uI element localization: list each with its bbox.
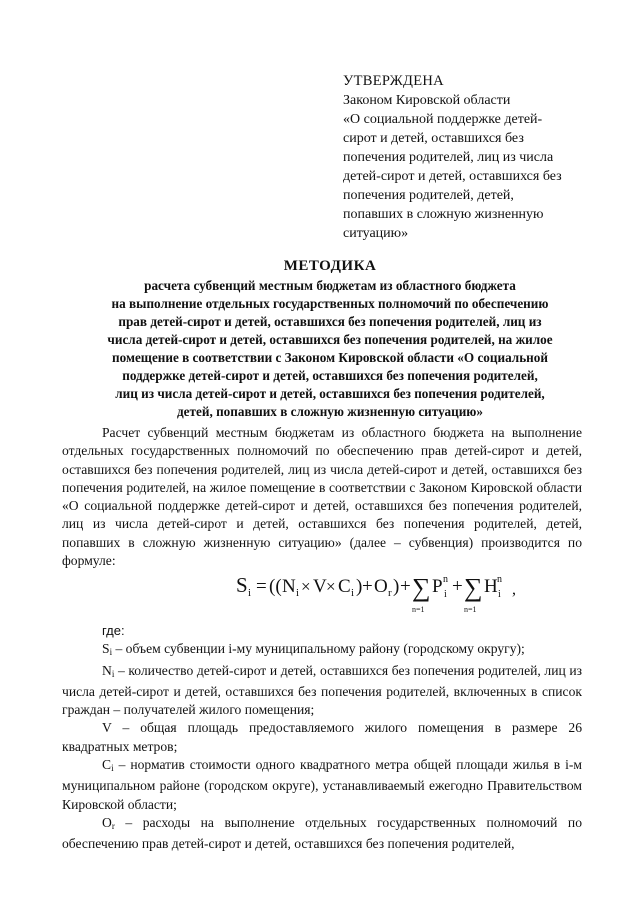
formula-h-sup: n: [497, 574, 502, 585]
title-line: числа детей-сирот и детей, оставшихся без попечения родителей, на жилое: [107, 332, 553, 347]
formula-close-paren: ): [356, 576, 363, 597]
def-c: [62, 756, 582, 814]
formula-svg: [236, 568, 536, 616]
page-title: МЕТОДИКА: [283, 258, 377, 274]
formula-p-sub: i: [444, 589, 447, 600]
title-line: на выполнение отдельных государственных полномочий по обеспечению: [111, 296, 549, 311]
intro-text: Расчет субвенций местным бюджетам из областного бюджета на выполнение отдельных государственных полномочий по обеспечению прав детей-сирот и детей, оставшихся без попечения родителей, лиц из числа детей-сирот и детей, оставшихся без попечения родителей, на жилое помещение в соответствии с Законом Кировской области «О социальной поддержке детей-сирот и детей, оставшихся без попечения родителей, лиц из числа детей-сирот и детей, оставшихся без попечения родителей, детей, попавших в сложную жизненную ситуацию» (далее – субвенция) производится по формуле:: [62, 425, 582, 569]
def-o-sub: r: [111, 820, 115, 831]
def-o-text: – расходы на выполнение отдельных государственных полномочий по обеспечению прав детей-сирот и детей, оставшихся без попечения родителей,: [62, 814, 582, 852]
formula-v: V: [313, 576, 327, 597]
formula-n-sub: i: [296, 587, 300, 599]
def-s-symbol: S: [102, 641, 110, 657]
def-s: [62, 640, 582, 661]
title-line: расчета субвенций местным бюджетам из областного бюджета: [144, 278, 516, 293]
formula-close-paren: ): [393, 576, 400, 597]
approval-line: попечения родителей, лиц из числа: [343, 150, 554, 165]
def-s-sub: i: [109, 647, 113, 658]
def-s-text: – объем субвенции i-му муниципальному району (городскому округу);: [112, 641, 525, 657]
formula-p-sup: n: [443, 574, 448, 585]
where-label: где:: [102, 623, 125, 638]
formula-c-sub: i: [351, 587, 355, 599]
approval-line: детей-сирот и детей, оставшихся без: [343, 169, 562, 184]
formula: [236, 568, 536, 616]
formula-sum-p-lower: n=1: [412, 605, 425, 614]
formula-s: S: [236, 573, 248, 597]
def-c-sub: i: [111, 763, 114, 774]
def-n-symbol: N: [102, 662, 112, 678]
def-o-symbol: O: [102, 814, 112, 830]
approval-line: ситуацию»: [343, 226, 409, 241]
formula-sum-h-lower: n=1: [464, 605, 477, 614]
def-v: V – общая площадь предоставляемого жилого помещения в размере 26 квадратных метров;: [62, 720, 582, 754]
formula-h-sub: i: [498, 589, 501, 600]
approval-line: попечения родителей, детей,: [343, 188, 514, 203]
formula-h: H: [484, 576, 498, 597]
formula-sum-h: ∑: [464, 573, 483, 602]
formula-times: ×: [326, 577, 336, 596]
formula-times: ×: [301, 577, 311, 596]
def-n-sub: i: [111, 668, 115, 679]
def-n-text: – количество детей-сирот и детей, оставшихся без попечения родителей, лиц из числа детей-сирот и детей, оставшихся без попечения родителей, включенных в список граждан – получателей жилого помещения;: [62, 662, 582, 718]
def-o: [62, 814, 582, 854]
formula-s-sub: i: [248, 587, 252, 599]
title-line: детей, попавших в сложную жизненную ситуацию»: [177, 404, 483, 419]
definitions: [62, 622, 582, 854]
approval-heading: УТВЕРЖДЕНА: [343, 73, 444, 89]
title-line: прав детей-сирот и детей, оставшихся без попечения родителей, лиц из: [118, 314, 542, 329]
formula-o-sub: r: [388, 587, 392, 599]
formula-eq: =: [256, 576, 267, 597]
approval-line: попавших в сложную жизненную: [343, 207, 544, 222]
formula-c: C: [338, 576, 351, 597]
document-title: [80, 257, 580, 421]
formula-open-paren: ((: [269, 576, 282, 597]
approval-line: сирот и детей, оставшихся без: [343, 131, 524, 146]
approval-stamp: [343, 72, 588, 243]
title-line: поддержке детей-сирот и детей, оставшихся без попечения родителей,: [122, 368, 538, 383]
formula-plus: +: [362, 576, 373, 597]
formula-plus: +: [452, 576, 463, 597]
title-line: лиц из числа детей-сирот и детей, оставшихся без попечения родителей,: [115, 386, 545, 401]
approval-line: Законом Кировской области: [343, 93, 511, 108]
formula-comma: ,: [512, 581, 516, 598]
def-n: [62, 662, 582, 720]
approval-line: «О социальной поддержке детей-: [343, 112, 543, 127]
formula-p: P: [432, 576, 443, 597]
formula-plus: +: [400, 576, 411, 597]
formula-sum-p: ∑: [412, 573, 431, 602]
def-c-symbol: C: [102, 757, 112, 773]
formula-o: O: [374, 576, 388, 597]
def-c-text: – норматив стоимости одного квадратного метра общей площади жилья в i-м муниципальном районе (городском округе), устанавливаемый ежегодно Правительством Кировской области;: [62, 757, 582, 812]
intro-paragraph: [62, 424, 582, 570]
formula-n: N: [282, 576, 296, 597]
title-line: помещение в соответствии с Законом Кировской области «О социальной: [112, 350, 548, 365]
